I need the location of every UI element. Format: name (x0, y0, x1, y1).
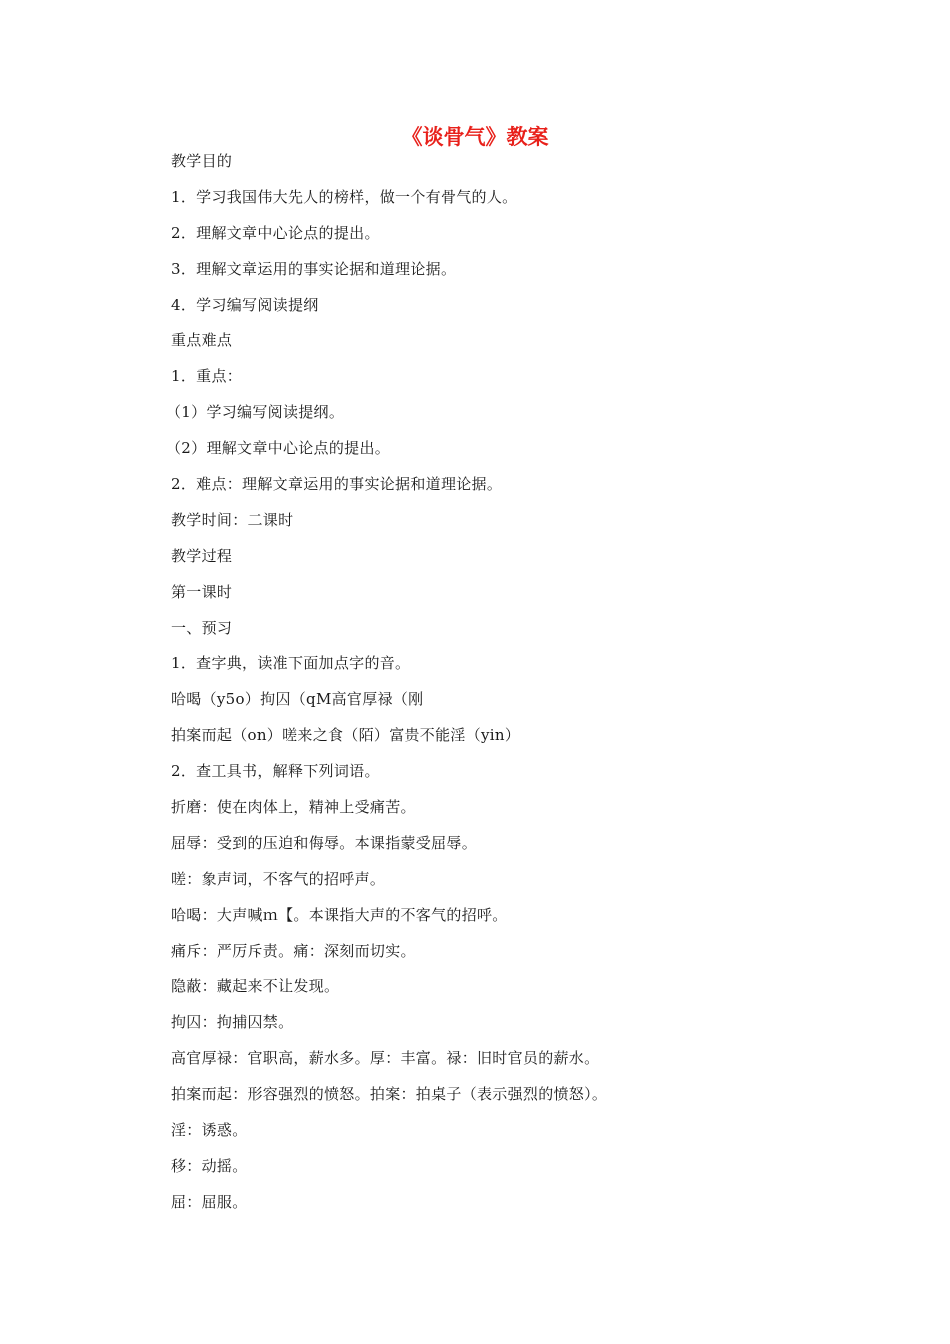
vocabulary-entry: 痛斥：严厉斥责。痛：深刻而切实。 (171, 941, 416, 960)
objective-item: 4．学习编写阅读提纲 (171, 295, 319, 314)
pronunciation-line: 拍案而起（on）嗟来之食（陌）富贵不能淫（yin） (171, 726, 521, 745)
vocabulary-entry: 屈：屈服。 (171, 1192, 248, 1211)
objective-item: 1．学习我国伟大先人的榜样，做一个有骨气的人。 (171, 187, 518, 206)
vocabulary-entry: 拘囚：拘捕囚禁。 (171, 1013, 294, 1032)
vocabulary-entry: 移：动摇。 (171, 1156, 248, 1175)
vocabulary-entry: 屈辱：受到的压迫和侮辱。本课指蒙受屈辱。 (171, 833, 478, 852)
key-point-item: 2．难点：理解文章运用的事实论据和道理论据。 (171, 475, 503, 494)
lesson-heading: 第一课时 (171, 582, 233, 601)
vocabulary-entry: 高官厚禄：官职高，薪水多。厚：丰富。禄：旧时官员的薪水。 (171, 1049, 600, 1068)
key-point-subitem: （1）学习编写阅读提纲。 (166, 403, 345, 422)
objective-item: 3．理解文章运用的事实论据和道理论据。 (171, 259, 457, 278)
objective-item: 2．理解文章中心论点的提出。 (171, 223, 380, 242)
pronunciation-line: 哈喝（y5o）拘囚（qM高官厚禄（刚 (171, 690, 424, 709)
step-item: 1．查字典，读准下面加点字的音。 (171, 654, 411, 673)
key-point-subitem: （2）理解文章中心论点的提出。 (166, 439, 391, 458)
vocabulary-entry: 拍案而起：形容强烈的愤怒。拍案：拍桌子（表示强烈的愤怒）。 (171, 1085, 608, 1104)
section-heading-process: 教学过程 (171, 546, 233, 565)
vocabulary-entry: 哈喝：大声喊ｍ【。本课指大声的不客气的招呼。 (171, 905, 508, 924)
key-point-item: 1．重点： (171, 367, 243, 386)
step-heading: 一、预习 (171, 618, 233, 637)
section-heading-key-points: 重点难点 (171, 331, 233, 350)
document-body (166, 149, 871, 1226)
step-item: 2．查工具书，解释下列词语。 (171, 762, 380, 781)
vocabulary-entry: 折磨：使在肉体上，精神上受痛苦。 (171, 798, 416, 817)
teaching-time: 教学时间：二课时 (171, 510, 294, 529)
vocabulary-entry: 隐蔽：藏起来不让发现。 (171, 977, 340, 996)
document-title: 《谈骨气》教案 (401, 125, 549, 149)
vocabulary-entry: 嗟：象声词，不客气的招呼声。 (171, 869, 386, 888)
vocabulary-entry: 淫：诱惑。 (171, 1121, 248, 1140)
section-heading-objectives: 教学目的 (171, 152, 233, 170)
